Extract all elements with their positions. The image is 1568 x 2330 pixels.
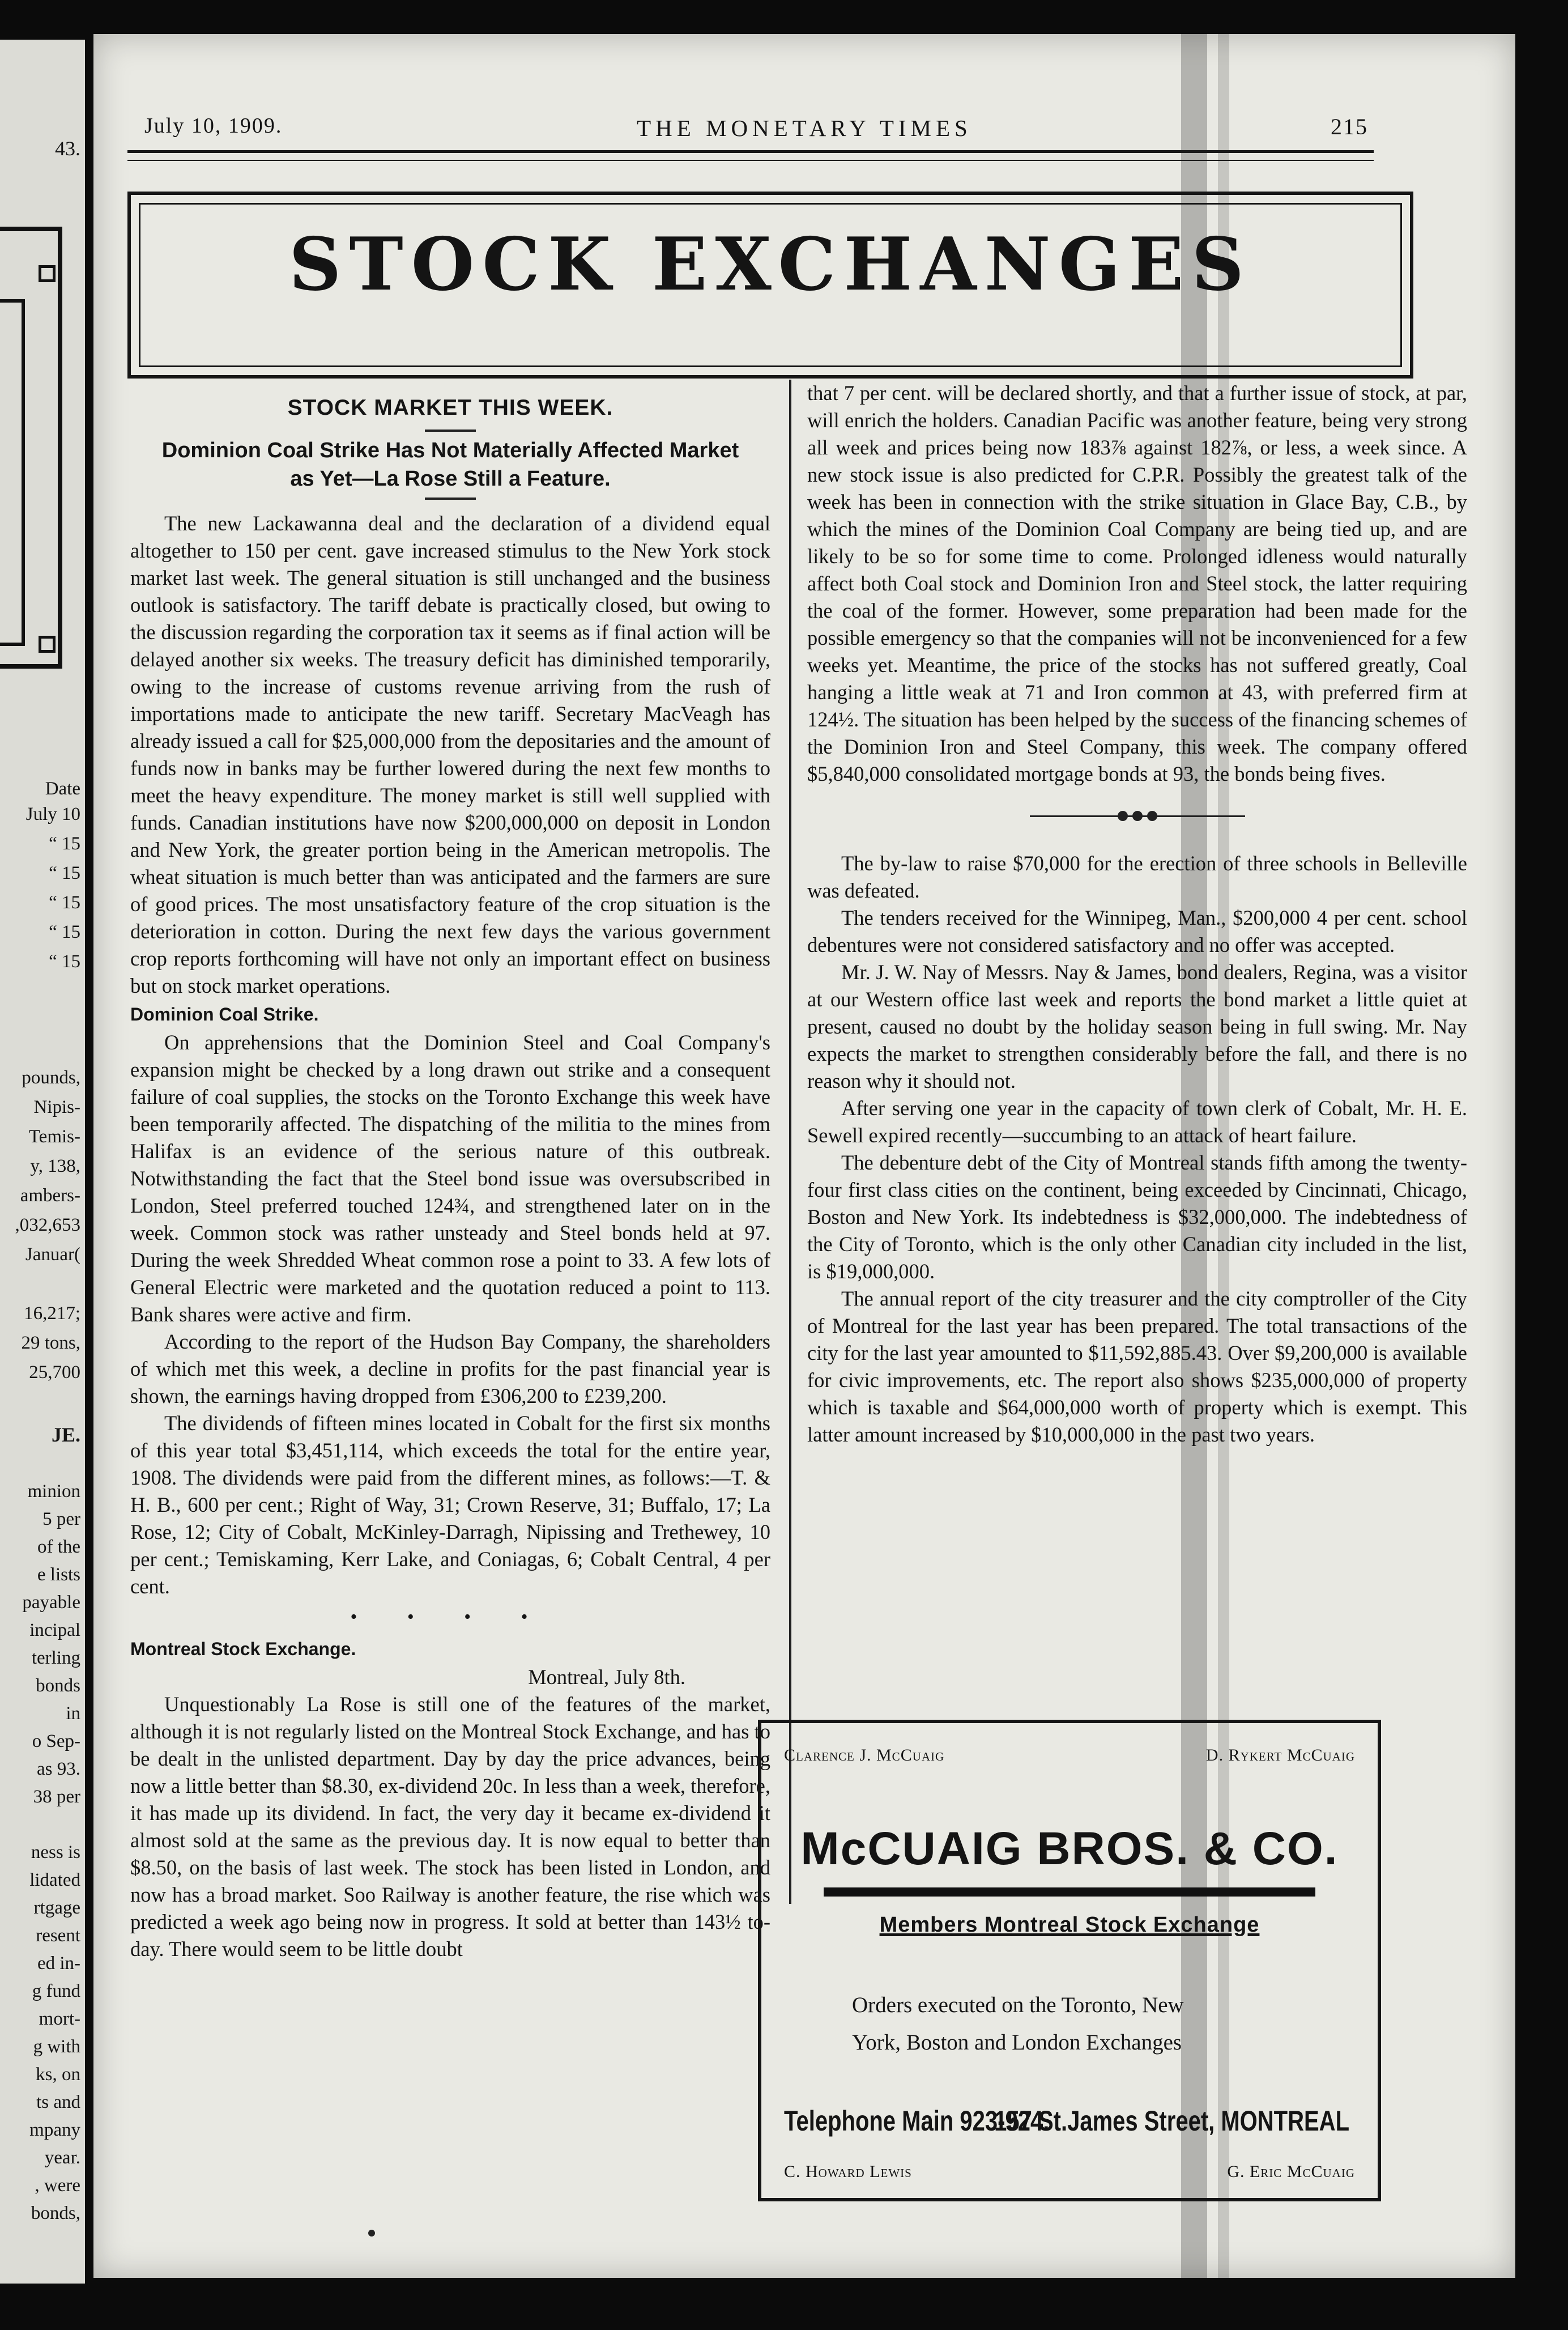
- section-separator-dots: • • • •: [350, 1606, 551, 1627]
- section-heading-montreal-exchange: Montreal Stock Exchange.: [130, 1639, 356, 1659]
- previous-page-fragment: 16,217;: [24, 1303, 80, 1324]
- previous-page-fragment: ed in-: [37, 1953, 80, 1974]
- header-publication: THE MONETARY TIMES: [637, 115, 972, 141]
- previous-page-fragment: rtgage: [33, 1898, 80, 1918]
- previous-page-fragment: “ 15: [49, 922, 80, 942]
- previous-page-fragment: in: [66, 1703, 80, 1724]
- previous-page-fragment: y, 138,: [30, 1156, 80, 1176]
- previous-page-fragment: as 93.: [37, 1759, 80, 1779]
- title-rule: [425, 430, 476, 432]
- previous-page-fragment: lidated: [29, 1870, 80, 1890]
- previous-page-fragment: of the: [37, 1537, 80, 1557]
- previous-page-edge: [0, 40, 85, 2284]
- previous-page-fragment: Nipis-: [33, 1097, 80, 1117]
- previous-page-fragment: 25,700: [29, 1362, 80, 1383]
- previous-page-fragment: Temis-: [28, 1126, 80, 1147]
- ornament-knob-bottom: [39, 636, 56, 653]
- previous-page-fragment: bonds: [36, 1676, 80, 1696]
- article-paragraph: The dividends of fifteen mines located in Cobalt for the first six months of this year total $3,451,114, which exceeds the total for the entire year, 1908. The dividends were paid from the different mines, as follows:—T. & H. B., 600 per cent.; Right of Way, 31; Crown Reserve, 31; Buffalo, 17; La Rose, 12; City of Cobalt, McKinley-Darragh, Nipissing and Trethewey, 10 per cent.; Temiskaming, Kerr Lake, and Coniagas, 6; Cobalt Central, 4 per cent.: [130, 1411, 770, 1598]
- news-note: The annual report of the city treasurer and the city comptroller of the City of Montreal for the last year has been prepared. The total transactions of the city for the last year amounted to $11,592,885.43. Over $9,200,000 is available for civic improvements, etc. The report also shows $235,000,000 of property which is taxable and $64,000,000 worth of property which is exempt. This latter amount increased by $10,000,000 in the past two years.: [807, 1287, 1467, 1446]
- previous-page-heading-fragment: JE.: [51, 1423, 80, 1446]
- ad-orders-text: [852, 1987, 1344, 2061]
- ad-address: 157 St.James Street, MONTREAL: [994, 2106, 1349, 2137]
- previous-page-fragment: Januar(: [25, 1244, 80, 1265]
- previous-page-fragment: incipal: [29, 1620, 80, 1640]
- ad-heavy-rule: [824, 1887, 1315, 1897]
- ink-speck: [368, 2230, 375, 2237]
- previous-page-fragment: minion: [27, 1481, 80, 1502]
- previous-page-fragment: bonds,: [31, 2203, 80, 2223]
- ad-partner-name: C. Howard Lewis: [784, 2162, 912, 2181]
- article-paragraph: that 7 per cent. will be declared shortly, and that a further issue of stock, at par, will enrich the holders. Canadian Pacific was another feature, being very strong all week and prices being now 183⅞ against 182⅞, or less, a week since. A new stock issue is also predicted for C.P.R. Possibly the greatest talk of the week has been in connection with the strike situation in Glace Bay, C.B., by which the mines of the Dominion Coal Company are being tied up, and are likely to be so for some time to come. Prolonged idleness would naturally affect both Coal stock and Dominion Iron and Steel stock, the latter requiring the coal of the former. However, some preparation had been made for the possible emergency so that the companies will not be inconvenienced for a few weeks yet. Meantime, the price of the stocks has not suffered greatly, Coal hanging a little weak at 71 and Iron common at 43, with preferred firm at 124½. The situation has been helped by the success of the financing schemes of the Dominion Iron and Steel Company, this week. The company offered $5,840,000 consolidated mortgage bonds at 93, the bonds being fives.: [807, 381, 1467, 785]
- previous-page-fragment: “ 15: [49, 892, 80, 913]
- article-paragraph: Unquestionably La Rose is still one of the features of the market, although it is not regularly listed on the Montreal Stock Exchange, and has to be dealt in the unlisted department. Day by day the price advances, being now a little better than $8.30, ex-dividend 20c. In less than a week, therefore, it has made up its dividend. In fact, the very day it became ex-dividend it almost sold at the same as the previous day. It is now equal to better than $8.50, on the basis of last week. The stock has been listed in London, and now has a broad market. Soo Railway is another feature, the rise which was predicted a week ago being now in progress. It sold at better than 143½ to-day. There would seem to be little doubt: [130, 1693, 770, 1961]
- advertisement-box: [758, 1720, 1381, 2201]
- masthead-frame: [127, 192, 1413, 379]
- ornament-inner-frame: [0, 299, 25, 646]
- section-heading-coal-strike: Dominion Coal Strike.: [130, 1004, 319, 1024]
- ornament-knob-top: [39, 265, 56, 282]
- article-paragraph: On apprehensions that the Dominion Steel and Coal Company's expansion might be checked by a long drawn out strike and a consequent failure of coal supplies, the stocks on the Toronto Exchange this week have been temporarily affected. The dispatching of the militia to the mines from Halifax is an evidence of the serious nature of this outbreak. Notwithstanding the fact that the Steel bond issue was oversubscribed in London, Steel preferred touched 124¾, and strengthened later on in the week. Common stock was rather unsteady and Steel bonds held at 97. During the week Shredded Wheat common rose a point to 33. A few lots of General Electric were marketed and the quotation reduced a point to 113. Bank shares were active and firm.: [130, 1031, 770, 1326]
- header-rule-thin: [127, 160, 1374, 161]
- previous-page-fragment: 29 tons,: [21, 1333, 80, 1353]
- ornament-dot: [1132, 811, 1143, 821]
- ad-telephone: Telephone Main 923-924.: [784, 2106, 1050, 2137]
- previous-page-fragment: g fund: [32, 1981, 80, 2001]
- previous-page-fragment: 38 per: [33, 1787, 80, 1807]
- previous-page-fragment: year.: [44, 2148, 80, 2168]
- previous-page-fragment: “ 15: [49, 863, 80, 883]
- left-column: [130, 391, 770, 1963]
- subtitle-rule: [425, 498, 476, 500]
- previous-page-number: 43.: [55, 137, 80, 160]
- previous-page-fragment: mpany: [29, 2120, 80, 2140]
- column-ornament: [1030, 805, 1245, 827]
- right-column: [807, 380, 1467, 1448]
- news-note: After serving one year in the capacity of town clerk of Cobalt, Mr. H. E. Sewell expired recently—succumbing to an attack of heart failure.: [807, 1096, 1467, 1147]
- previous-page-ornament-box: [0, 227, 62, 669]
- ad-partner-name: G. Eric McCuaig: [1227, 2162, 1355, 2181]
- previous-page-fragment: ks, on: [36, 2064, 80, 2085]
- previous-page-table-head: Date: [45, 779, 80, 799]
- previous-page-fragment: 5 per: [42, 1509, 80, 1529]
- header-date: July 10, 1909.: [144, 114, 283, 138]
- ad-members-line: Members Montreal Stock Exchange: [879, 1913, 1260, 1937]
- previous-page-fragment: o Sep-: [32, 1731, 80, 1751]
- previous-page-fragment: ness is: [31, 1842, 80, 1863]
- article-paragraph: According to the report of the Hudson Bay Company, the shareholders of which met this week, a decline in profits for the past financial year is shown, the earnings having dropped from £306,200 to £239,200.: [130, 1330, 770, 1408]
- previous-page-fragment: ambers-: [20, 1185, 80, 1206]
- ad-partner-name: Clarence J. McCuaig: [784, 1746, 945, 1764]
- previous-page-fragment: “ 15: [49, 834, 80, 854]
- previous-page-fragment: ts and: [36, 2092, 80, 2112]
- header-page-number: 215: [1331, 114, 1368, 139]
- dateline: Montreal, July 8th.: [528, 1665, 685, 1689]
- newspaper-page: [93, 34, 1515, 2278]
- ornament-dot: [1118, 811, 1128, 821]
- previous-page-fragment: ,032,653: [15, 1215, 80, 1235]
- previous-page-fragment: pounds,: [22, 1068, 80, 1088]
- article-paragraph: The new Lackawanna deal and the declaration of a dividend equal altogether to 150 per cent. gave increased stimulus to the New York stock market last week. The general situation is still unchanged and the business outlook is satisfactory. The tariff debate is practically closed, but owing to the discussion regarding the corporation tax it seems as if final action will be delayed another six weeks. The treasury deficit has diminished temporarily, owing to the increase of customs revenue arriving from the rush of importations made to anticipate the new tariff. Secretary MacVeagh has already issued a call for $25,000,000 from the depositaries and the amount of funds now in banks may be further lowered during the next few months to meet the heavy expenditure. The money market is still well supplied with funds. Canadian institutions have now $200,000,000 on deposit in London and New York, the greater portion being in the American metropolis. The wheat situation is much better than was anticipated and the farmers are sure of good prices. The most unsatisfactory feature of the crop situation is the deterioration in cotton. During the next few days the various government crop reports forthcoming will have not only an important effect on business but on stock market operations.: [130, 512, 770, 997]
- previous-page-fragment: e lists: [37, 1564, 80, 1585]
- column-rule: [789, 380, 791, 1904]
- ad-orders-line: York, Boston and London Exchanges: [852, 2030, 1182, 2055]
- previous-page-fragment: July 10: [25, 804, 80, 824]
- previous-page-fragment: payable: [22, 1592, 80, 1613]
- news-note: The tenders received for the Winnipeg, Man., $200,000 4 per cent. school debentures were not considered satisfactory and no offer was accepted.: [807, 906, 1467, 956]
- ad-partner-name: D. Rykert McCuaig: [1205, 1746, 1355, 1764]
- previous-page-fragment: “ 15: [49, 951, 80, 972]
- article-title: STOCK MARKET THIS WEEK.: [287, 396, 613, 420]
- previous-page-fragment: terling: [31, 1648, 80, 1668]
- ornament-dot: [1147, 811, 1157, 821]
- previous-page-fragment: mort-: [39, 2009, 80, 2029]
- previous-page-fragment: , were: [35, 2175, 80, 2196]
- ad-firm-name: McCUAIG BROS. & CO.: [800, 1823, 1339, 1874]
- ad-orders-line: Orders executed on the Toronto, New: [852, 1993, 1184, 2017]
- previous-page-fragment: resent: [36, 1925, 80, 1946]
- news-note: Mr. J. W. Nay of Messrs. Nay & James, bond dealers, Regina, was a visitor at our Western office last week and reports the bond market a little quiet at present, caused no doubt by the holiday season being in full swing. Mr. Nay expects the market to strengthen considerably before the fall, and there is no reason why it should not.: [807, 960, 1467, 1092]
- news-note: The debenture debt of the City of Montreal stands fifth among the twenty-four first class cities on the continent, being exceeded by Cincinnati, Chicago, Boston and New York. Its indebtedness is $32,000,000. The indebtedness of the City of Toronto, which is the only other Canadian city included in the list, is $19,000,000.: [807, 1151, 1467, 1283]
- header-rule: [127, 150, 1374, 153]
- previous-page-fragment: g with: [33, 2036, 80, 2057]
- masthead-title: STOCK EXCHANGES: [289, 222, 1252, 307]
- article-subtitle: Dominion Coal Strike Has Not Materially Affected Market as Yet—La Rose Still a Feature.: [161, 439, 739, 491]
- news-note: The by-law to raise $70,000 for the erection of three schools in Belleville was defeated.: [807, 852, 1467, 902]
